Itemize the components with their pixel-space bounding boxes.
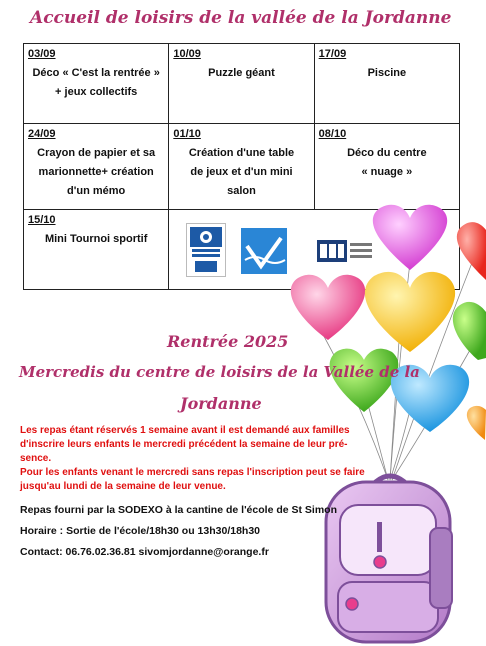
activity-date: 17/09 (318, 48, 347, 60)
activity-date: 01/10 (173, 128, 201, 140)
activity-date: 08/10 (318, 128, 347, 140)
reservation-notice: Les repas étant réservés 1 semaine avant il est demandé aux familles d'inscrire leurs enfants le mercredi précédent la semaine de leur pré- sence. Pour les enfants venant le mercredi sans repas l'inscription peut se faire jusqu'au lundi de la semaine de leur venue. (20, 425, 365, 492)
activity-date: 24/09 (28, 128, 56, 140)
rentree-title: Rentrée 2025 (167, 332, 289, 351)
contact-info: Contact: 06.76.02.36.81 sivomjordanne@orange.fr (20, 546, 269, 558)
activity-cell (314, 124, 459, 210)
horaire-info: Horaire : Sortie de l'école/18h30 ou 13h30/18h30 (20, 525, 261, 537)
activity-text: Puzzle géant (208, 67, 275, 79)
activity-text: Création d'une table de jeux et d'un mini salon (188, 147, 295, 197)
activity-text: Mini Tournoi sportif (44, 233, 148, 245)
balloons-illustration (280, 200, 486, 646)
activity-cell (169, 124, 314, 210)
activity-date: 03/09 (28, 48, 56, 60)
repas-info: Repas fourni par la SODEXO à la cantine de l'école de St Simon (20, 504, 337, 516)
caf-logo (186, 223, 226, 277)
mercredis-title-line1: Mercredis du centre de loisirs de la Vallée de la (19, 363, 420, 381)
activity-text: Déco « C'est la rentrée » + jeux collectifs (32, 67, 160, 98)
activity-date: 10/09 (173, 48, 201, 60)
activity-cell (169, 44, 314, 124)
activity-text: Crayon de papier et sa marionnette+ création d'un mémo (37, 147, 156, 197)
page-title: Accueil de loisirs de la vallée de la Jordanne (30, 8, 452, 28)
activity-cell (24, 124, 169, 210)
activity-date: 15/10 (28, 214, 56, 226)
activity-cell (314, 44, 459, 124)
activity-cell (24, 210, 169, 290)
mercredis-title-line2: Jordanne (180, 394, 262, 413)
activity-text: Déco du centre « nuage » (347, 147, 427, 178)
activity-cell (24, 44, 169, 124)
activity-text: Piscine (367, 67, 407, 79)
